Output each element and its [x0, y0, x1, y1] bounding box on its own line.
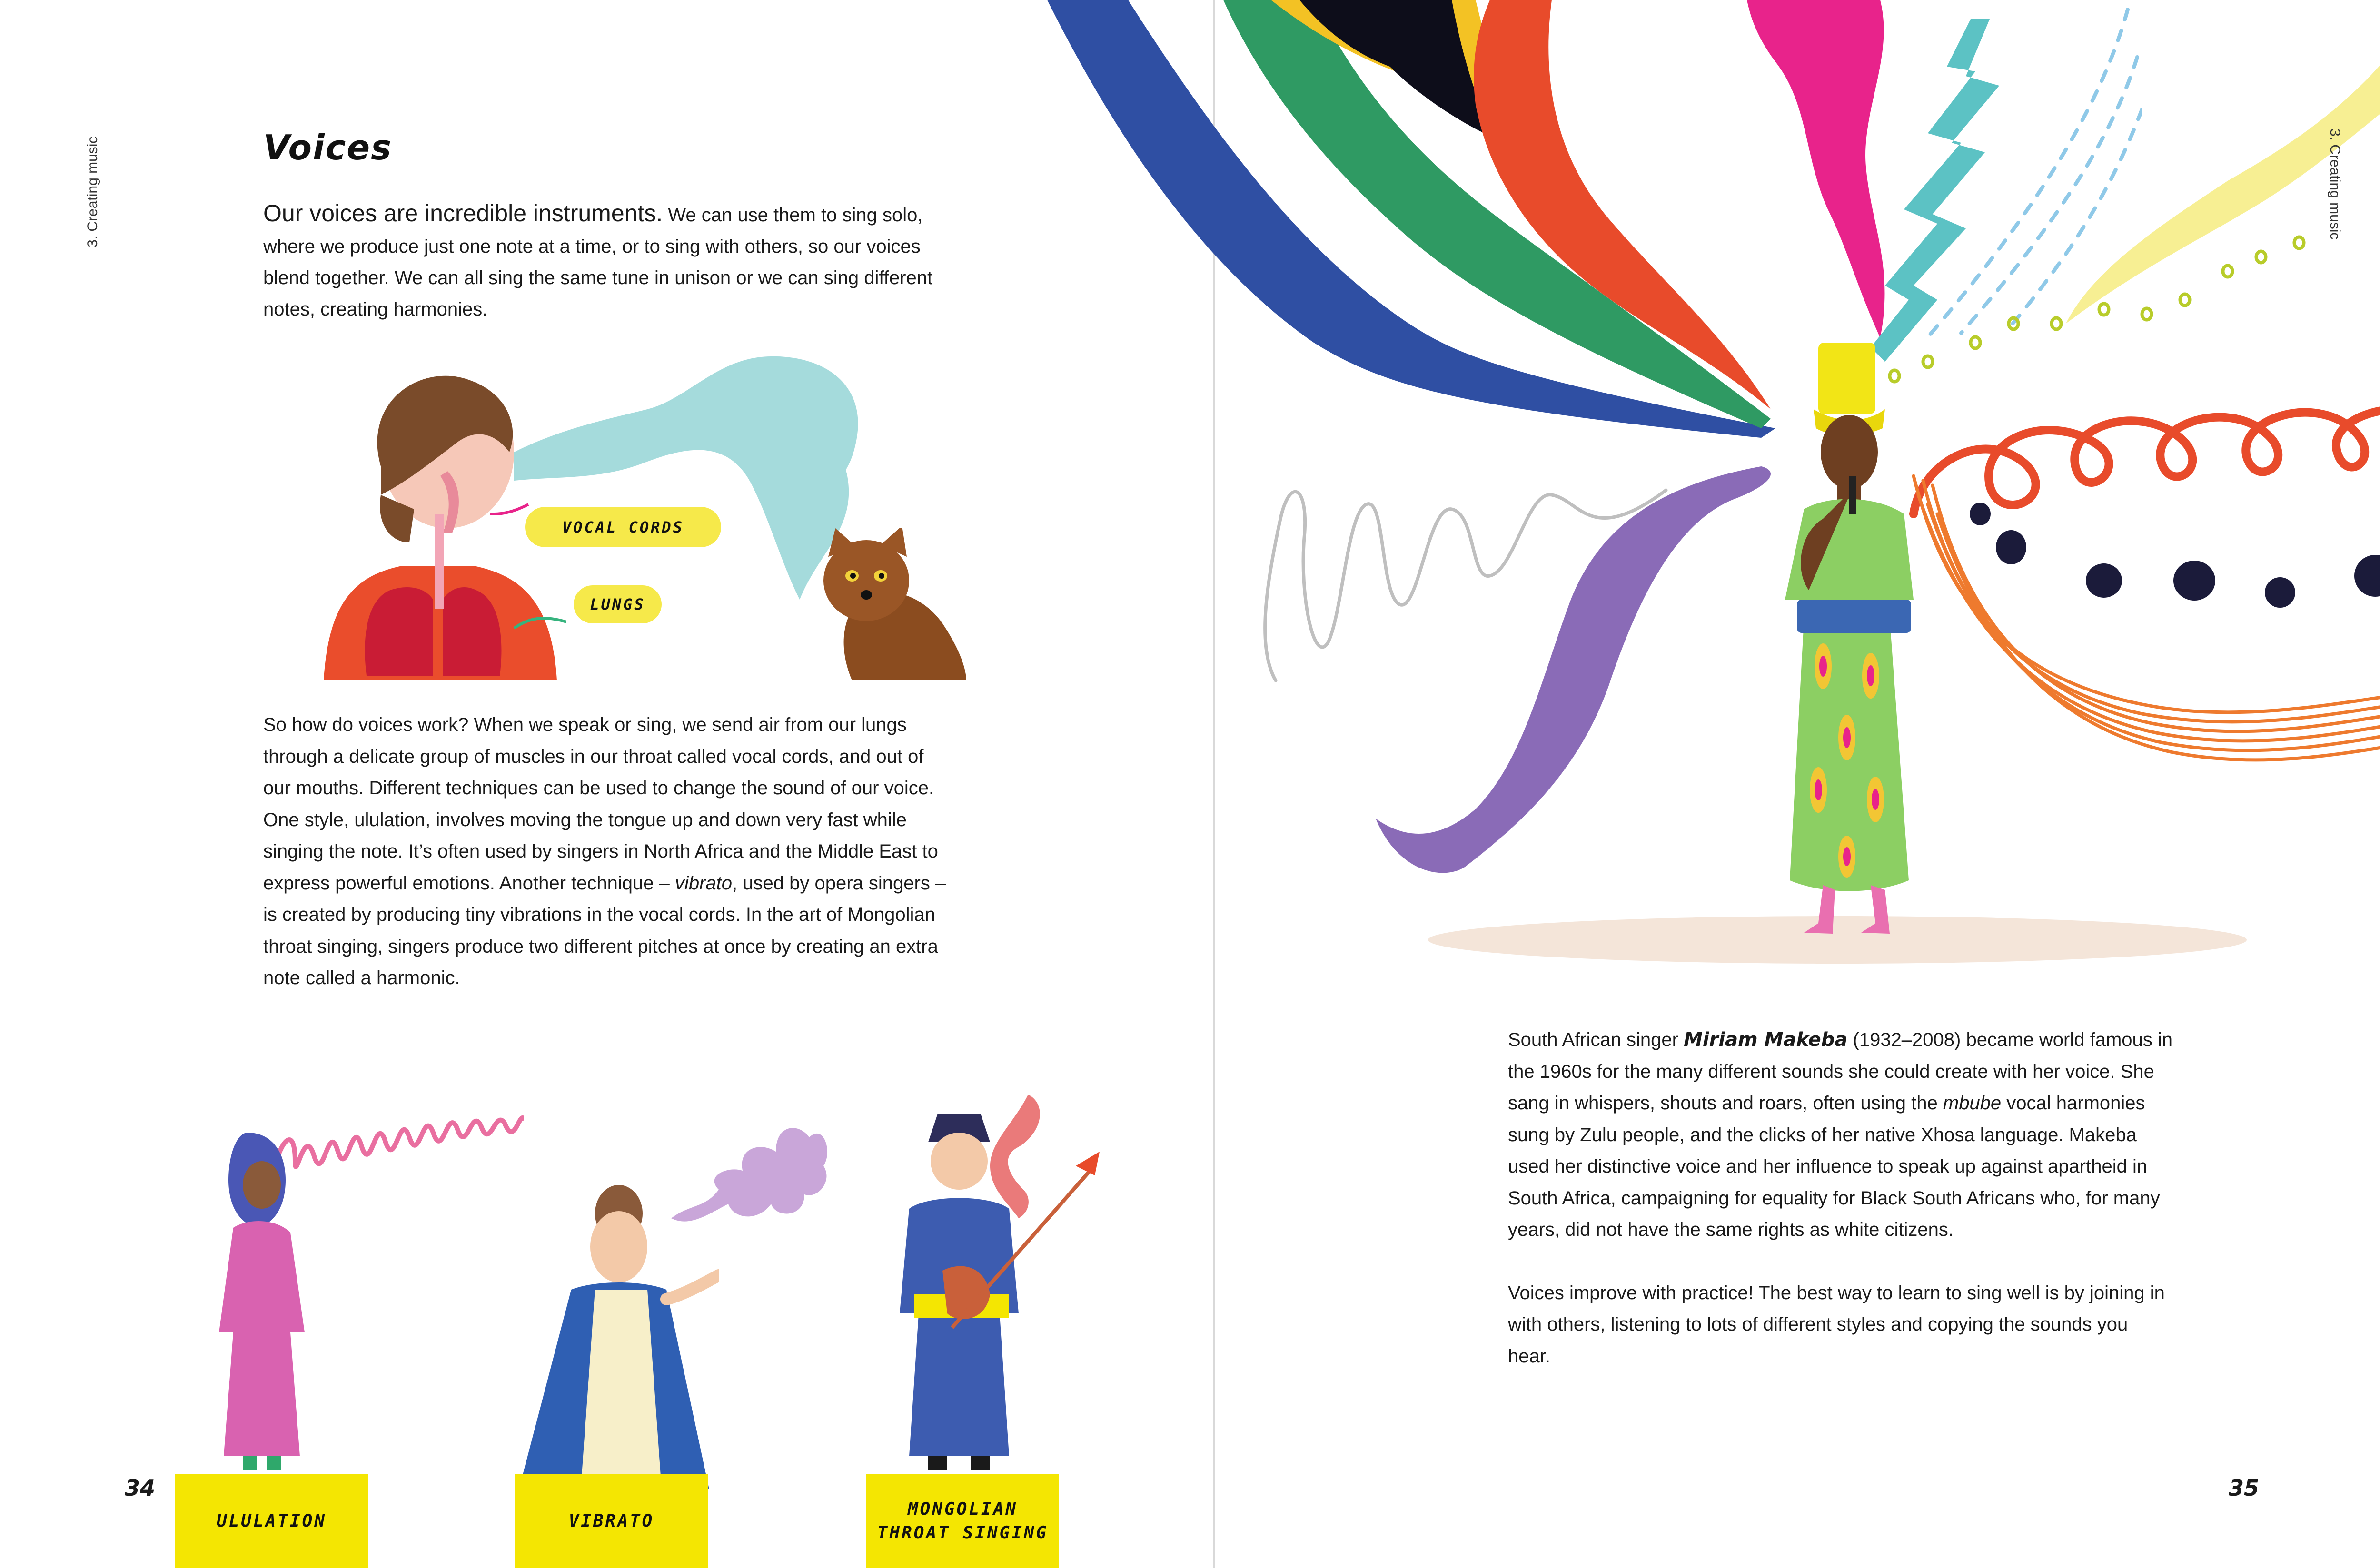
intro-lead: Our voices are incredible instruments.	[263, 200, 663, 227]
south-african-flag-swoosh	[1047, 0, 1785, 438]
para1-part-2: (1932–2008) became world famous in the 1960s for the many different sounds she could create with her voice. She sang in whispers, shouts and roars, often using the	[1508, 1029, 2173, 1114]
orange-streaks	[1904, 466, 2380, 776]
cat	[809, 528, 971, 680]
pedestal-mongolian-throat-singing: MONGOLIAN THROAT SINGING	[866, 1474, 1059, 1568]
singer-name: Miriam Makeba	[1684, 1029, 1848, 1051]
intro-rest: We can use them to sing solo, where we produce just one note at a time, or to sing with others, so our voices blend together. We can all sing the same tune in unison or we can sing different notes, creating harmonies.	[263, 205, 933, 320]
page-title: Voices	[263, 128, 392, 168]
page-number-right: 35	[2229, 1475, 2260, 1501]
body-paragraph	[263, 709, 949, 994]
makeba-paragraph	[1508, 1024, 2174, 1246]
practice-paragraph: Voices improve with practice! The best way to learn to sing well is by joining in with others, listening to lots of different styles and copying the sounds you hear.	[1508, 1282, 2165, 1367]
running-head-right: 3. Creating music	[2327, 128, 2343, 240]
singer-miriam-makeba	[1752, 333, 1952, 947]
vibrato-opera-singer	[509, 1185, 719, 1489]
page-number-left: 34	[125, 1475, 156, 1501]
pedestal-vibrato: VIBRATO	[515, 1474, 708, 1568]
para1-part-3: vocal harmonies sung by Zulu people, and the clicks of her native Xhosa language. Makeba used her distinctive voice and her influence to speak up against apartheid in South Africa, campaigning for equality for Black South Africans who, for many years, did not have the same rights as white citizens.	[1508, 1093, 2160, 1240]
body-part-2: , used by opera singers – is created by producing tiny vibrations in the vocal cords. In the art of Mongolian throat singing, singers produce two different pitches at once by creating an extra note called a harmonic.	[263, 872, 946, 988]
pedestal-ululation: ULULATION	[175, 1474, 368, 1568]
purple-ribbon	[1371, 457, 1780, 885]
body-part-1: So how do voices work? When we speak or sing, we send air from our lungs through a delicate group of muscles in our throat called vocal cords, and out of our mouths. Different techniques can be used to change the sound of our voice. One style, ululation, involves moving the tongue up and down very fast while singing the note. It’s often used by singers in North Africa and the Middle East to express powerful emotions. Another technique –	[263, 714, 938, 894]
body-vibrato-term: vibrato	[674, 872, 733, 894]
running-head-left: 3. Creating music	[85, 136, 100, 247]
mbube-term: mbube	[1943, 1093, 2002, 1114]
label-vocal-cords: VOCAL CORDS	[525, 507, 721, 547]
mongolian-throat-singer	[890, 1114, 1109, 1475]
right-text-block	[1508, 1024, 2174, 1403]
para1-part-1: South African singer	[1508, 1029, 1684, 1050]
label-lungs: LUNGS	[574, 585, 662, 623]
intro-paragraph	[263, 197, 949, 325]
ululation-singer	[205, 1133, 319, 1475]
